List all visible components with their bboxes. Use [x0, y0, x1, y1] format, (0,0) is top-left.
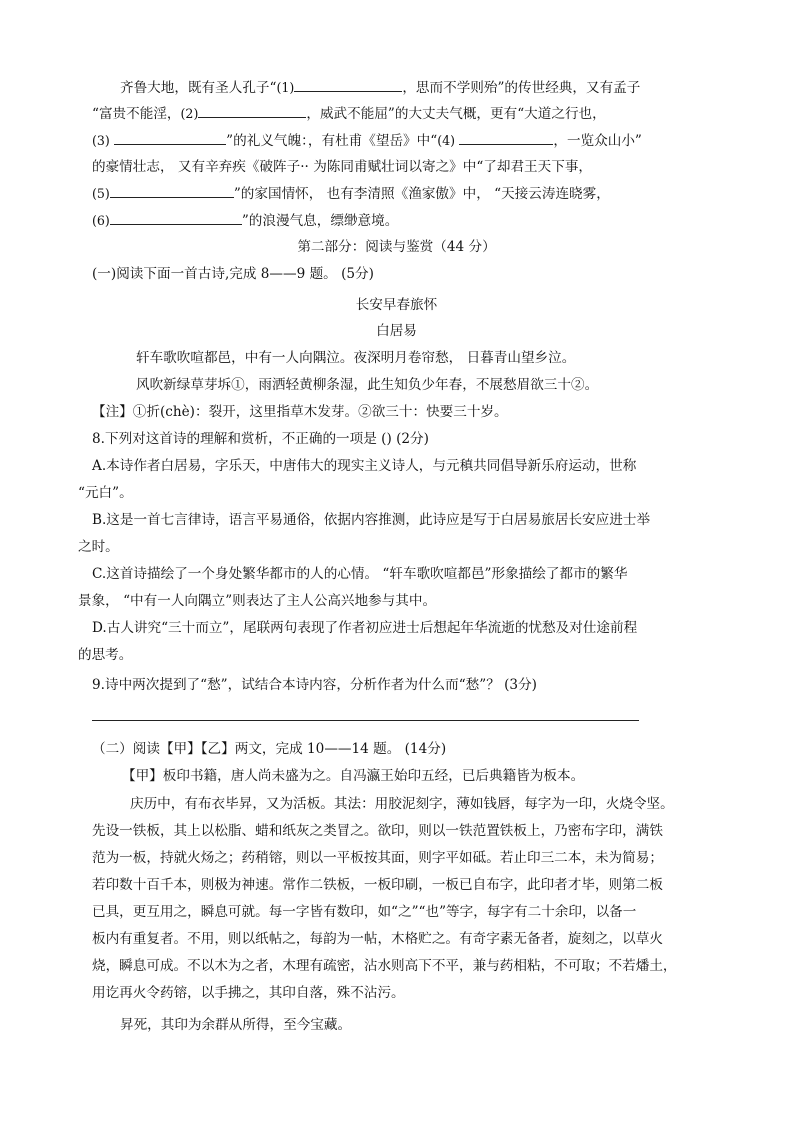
passage-jia-p2-line-8: 用讫再火令药镕，以手拂之，其印自落，殊不沾污。 — [92, 985, 405, 1001]
passage-jia-p2-line-5: 已具，更互用之，瞬息可就。每一字皆有数印，如“之”“也”等字，每字有二十余印，以备一 — [92, 904, 637, 920]
section1-intro: (一)阅读下面一首古诗,完成 8——9 题。 (5分) — [92, 266, 374, 282]
recitation-line-2: “富贵不能淫，(2) ，威武不能屈”的大丈夫气概，更有“大道之行也， — [92, 106, 606, 122]
answer-blank-2[interactable] — [198, 104, 306, 118]
poem-line-1: 轩车歌吹喧都邑，中有一人向隅泣。夜深明月卷帘愁， 日暮青山望乡泣。 — [136, 350, 576, 366]
answer-blank-3[interactable] — [114, 131, 226, 145]
question-8: 8.下列对这首诗的理解和赏析，不正确的一项是 () (2分) — [92, 431, 429, 447]
blank-number-1: (1) — [276, 80, 295, 95]
option-b-line-2: 之时。 — [78, 539, 119, 555]
answer-blank-4[interactable] — [459, 131, 553, 145]
blank-number-2: (2) — [180, 106, 199, 121]
option-c-line-2: 景象， “中有一人向隅立”则表达了主人公高兴地参与其中。 — [78, 593, 437, 609]
poem-line-2: 风吹新绿草芽坼①，雨洒轻黄柳条湿，此生知负少年春，不展愁眉欲三十②。 — [136, 377, 599, 393]
option-d-line-2: 的思考。 — [78, 647, 133, 663]
recitation-line-1: 齐鲁大地，既有圣人孔子“(1) ，思而不学则殆”的传世经典，又有孟子 — [120, 80, 641, 96]
passage-jia-p2-line-1: 庆历中，有布衣毕昇，又为活板。其法：用胶泥刻字，薄如钱唇，每字为一印，火烧令坚。 — [130, 796, 674, 812]
recitation-line-3: (3) ”的礼义气魄：，有杜甫《望岳》中“(4) ，一览众山小” — [92, 133, 642, 149]
poem-author: 白居易 — [376, 323, 417, 339]
passage-jia-p2-line-4: 若印数十百千本，则极为神速。常作二铁板，一板印刷，一板已自布字，此印者才毕，则第二板 — [92, 877, 663, 893]
blank-number-4: (4) — [437, 133, 456, 148]
passage-jia-p1: 【甲】板印书籍，唐人尚未盛为之。自冯瀛王始印五经，已后典籍皆为板本。 — [122, 768, 585, 784]
passage-jia-p2-line-6: 板内有重复者。不用，则以纸帖之，每韵为一帖，木格贮之。有奇字素无备者，旋刻之，以草火 — [92, 931, 663, 947]
passage-jia-p2-line-3: 范为一板，持就火炀之；药稍镕，则以一平板按其面，则字平如砥。若止印三二本，未为简易； — [92, 850, 663, 866]
blank-number-5: (5) — [92, 186, 110, 201]
recitation-line-6: (6) ”的浪漫气息，缥缈意境。 — [92, 213, 399, 229]
section2-intro: （二）阅读【甲】【乙】两文，完成 10——14 题。 (14分) — [92, 741, 447, 757]
passage-jia-p2-line-2: 先设一铁板，其上以松脂、蜡和纸灰之类冒之。欲印，则以一铁范置铁板上，乃密布字印，满铁 — [92, 823, 663, 839]
question-9: 9.诗中两次提到了“愁”，试结合本诗内容，分析作者为什么而“愁”？ (3分) — [92, 677, 537, 693]
blank-number-3: (3) — [92, 133, 110, 148]
answer-blank-1[interactable] — [294, 78, 402, 92]
option-b-line-1: B.这是一首七言律诗，语言平易通俗，依据内容推测，此诗应是写于白居易旅居长安应进士举 — [92, 512, 651, 528]
recitation-line-4: 的豪情壮志， 又有辛弃疾《破阵子·· 为陈同甫赋壮词以寄之》中“了却君王天下事， — [92, 159, 593, 175]
passage-jia-p2-line-7: 烧，瞬息可成。不以木为之者，木理有疏密，沾水则高下不平，兼与药相粘，不可取；不若燔土， — [92, 958, 677, 974]
option-c-line-1: C.这首诗描绘了一个身处繁华都市的人的心情。 “轩车歌吹喧都邑”形象描绘了都市的繁华 — [92, 566, 628, 582]
passage-jia-p3: 昇死，其印为余群从所得，至今宝藏。 — [120, 1017, 352, 1033]
option-a-line-1: A.本诗作者白居易，字乐天，中唐伟大的现实主义诗人，与元稹共同倡导新乐府运动，世称 — [92, 458, 637, 474]
poem-title: 长安早春旅怀 — [355, 297, 438, 313]
answer-blank-6[interactable] — [110, 211, 242, 225]
blank-number-6: (6) — [92, 213, 110, 228]
option-d-line-1: D.古人讲究“三十而立”，尾联两句表现了作者初应进士后想起年华流逝的忧愁及对仕途前程 — [92, 620, 638, 636]
answer-line-q9[interactable] — [92, 720, 639, 721]
part2-title: 第二部分：阅读与鉴赏（44 分） — [297, 239, 496, 255]
poem-note: 【注】①折(chè)：裂开，这里指草木发芽。②欲三十：快要三十岁。 — [92, 404, 508, 420]
answer-blank-5[interactable] — [110, 184, 234, 198]
option-a-line-2: “元白”。 — [78, 485, 133, 501]
recitation-line-5: (5) ”的家国情怀， 也有李清照《渔家傲》中， “天接云涛连晓雾， — [92, 186, 610, 202]
